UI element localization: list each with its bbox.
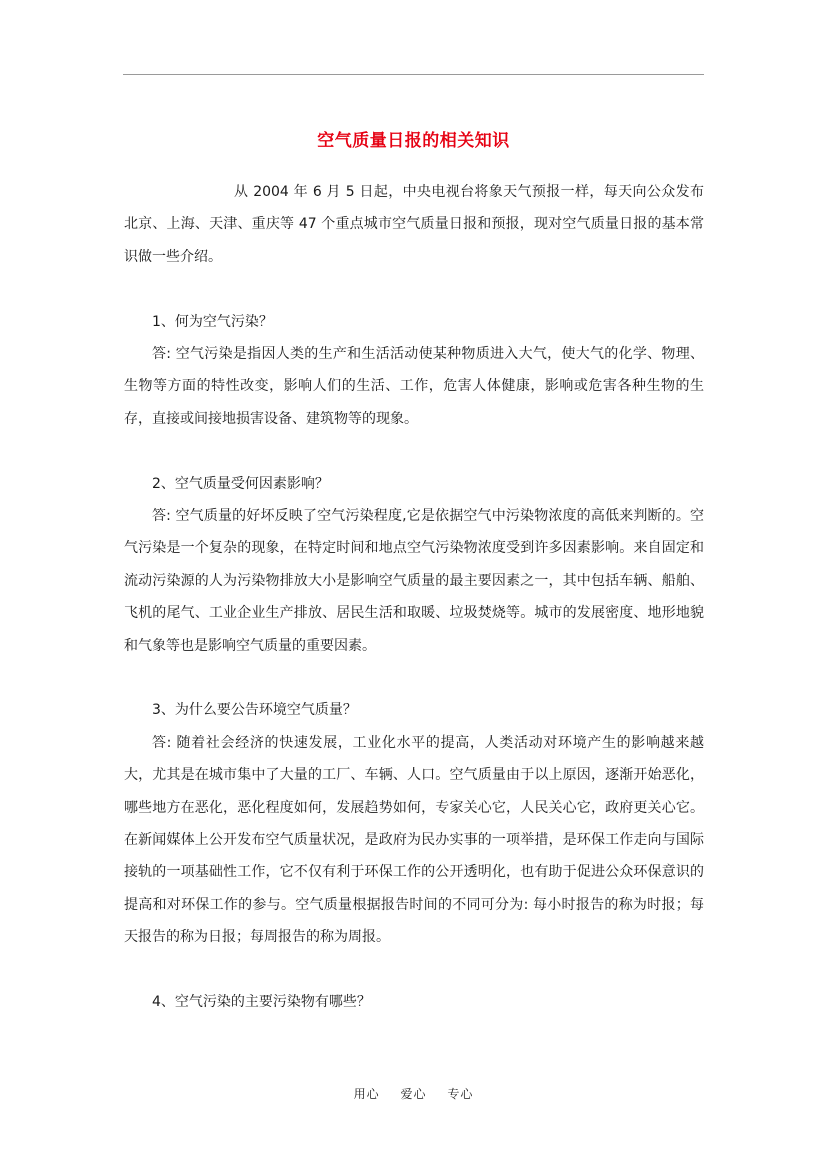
document-title: 空气质量日报的相关知识 — [317, 131, 510, 151]
header-rule — [123, 74, 704, 75]
question-2: 2、空气质量受何因素影响？ — [152, 475, 329, 492]
answer-1: 答: 空气污染是指因人类的生产和生活活动使某种物质进入大气，使大气的化学、物理、生物等方面的特性改变，影响人们的生活、工作，危害人体健康，影响或危害各种生物的生存，直接或间接地损害设备、建筑物等的现象。 — [124, 346, 704, 427]
intro-paragraph: 从 2004 年 6 月 5 日起，中央电视台将象天气预报一样，每天向公众发布北京、上海、天津、重庆等 47 个重点城市空气质量日报和预报，现对空气质量日报的基本常识做一些介绍。 — [124, 184, 704, 265]
page-footer — [0, 1085, 827, 1102]
footer-text-3: 专心 — [447, 1087, 474, 1101]
footer-text-1: 用心 — [353, 1087, 380, 1101]
footer-text-2: 爱心 — [400, 1087, 427, 1101]
question-1: 1、何为空气污染？ — [152, 313, 273, 330]
answer-3: 答: 随着社会经济的快速发展，工业化水平的提高，人类活动对环境产生的影响越来越大，尤其是在城市集中了大量的工厂、车辆、人口。空气质量由于以上原因，逐渐开始恶化，哪些地方在恶化，恶化程度如何，发展趋势如何，专家关心它，人民关心它，政府更关心它。在新闻媒体上公开发布空气质量状况，是政府为民办实事的一项举措，是环保工作走向与国际接轨的一项基础性工作，它不仅有利于环保工作的公开透明化，也有助于促进公众环保意识的提高和对环保工作的参与。空气质量根据报告时间的不同可分为: 每小时报告的称为时报；每天报告的称为日报；每周报告的称为周报。 — [124, 734, 704, 946]
question-3: 3、为什么要公告环境空气质量？ — [152, 702, 357, 719]
document-body — [124, 176, 704, 1019]
question-4: 4、空气污染的主要污染物有哪些？ — [152, 994, 371, 1011]
answer-2: 答: 空气质量的好坏反映了空气污染程度,它是依据空气中污染物浓度的高低来判断的。空气污染是一个复杂的现象，在特定时间和地点空气污染物浓度受到许多因素影响。来自固定和流动污染源的人为污染物排放大小是影响空气质量的最主要因素之一，其中包括车辆、船舶、飞机的尾气、工业企业生产排放、居民生活和取暖、垃圾焚烧等。城市的发展密度、地形地貌和气象等也是影响空气质量的重要因素。 — [124, 508, 704, 654]
